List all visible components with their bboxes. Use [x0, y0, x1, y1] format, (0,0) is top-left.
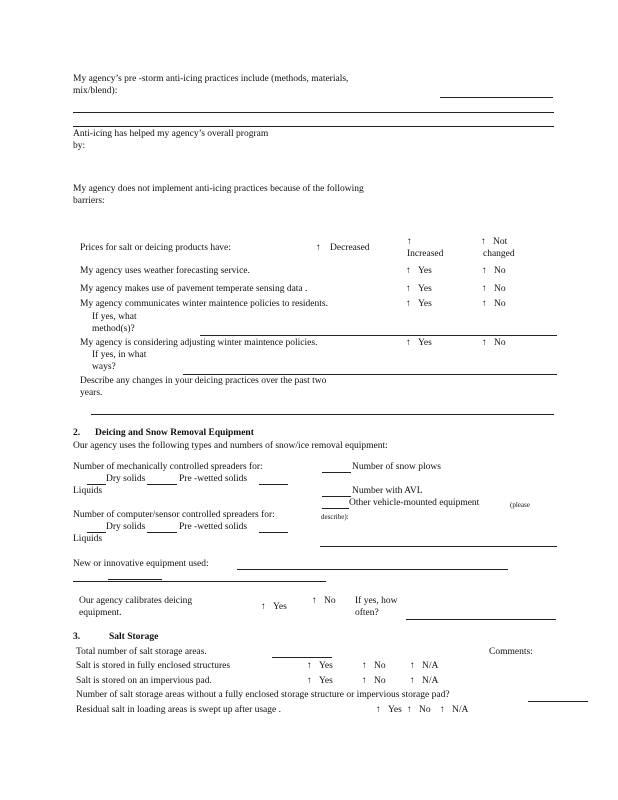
checkbox-enclosed-yes[interactable]: ↑ [307, 661, 312, 671]
snow-plows-blank[interactable] [322, 472, 351, 473]
avl-blank[interactable] [322, 496, 351, 497]
increased-label: Increased [407, 249, 444, 259]
pavement-question: My agency makes use of pavement temperate sensing data . [80, 284, 308, 294]
snow-plows-label: Number of snow plows [352, 462, 441, 472]
checkbox-considering-yes[interactable]: ↑ [406, 338, 411, 348]
areas-without-structure-question: Number of salt storage areas without a fully enclosed storage structure or impervious storage pad? [76, 690, 450, 700]
calibrates-yes-label: Yes [273, 602, 287, 612]
checkbox-residual-no[interactable]: ↑ [407, 705, 412, 715]
describe-changes-answer-line[interactable] [91, 414, 554, 415]
computer-pre-wetted-label: Pre -wetted solids [179, 522, 248, 532]
mech-pre-wetted-label: Pre -wetted solids [179, 474, 248, 484]
impervious-yes-label: Yes [319, 676, 333, 686]
please-describe-label-cont: describe): [321, 513, 349, 521]
if-yes-method-label: If yes, what [92, 312, 137, 322]
checkbox-enclosed-no[interactable]: ↑ [362, 661, 367, 671]
anti-icing-helped-question: Anti-icing has helped my agency’s overall program [73, 129, 269, 139]
calibrates-how-often-line[interactable] [406, 619, 556, 620]
calibrates-how-often-label-cont: often? [355, 608, 379, 618]
checkbox-enclosed-na[interactable]: ↑ [410, 661, 415, 671]
comments-label: Comments: [489, 647, 533, 657]
innovative-equipment-label: New or innovative equipment used: [73, 559, 209, 569]
areas-without-structure-blank[interactable] [528, 701, 588, 702]
not-implement-question-cont: barriers: [73, 196, 105, 206]
describe-changes-question-cont: years. [80, 388, 103, 398]
checkbox-calibrates-yes[interactable]: ↑ [261, 602, 266, 612]
checkbox-communicates-yes[interactable]: ↑ [406, 299, 411, 309]
considering-yes-label: Yes [418, 338, 432, 348]
considering-no-label: No [494, 338, 506, 348]
mech-liquids-label: Liquids [73, 486, 103, 496]
checkbox-not-changed[interactable]: ↑ [481, 237, 486, 247]
checkbox-increased[interactable]: ↑ [407, 237, 412, 247]
impervious-na-label: N/A [422, 676, 439, 686]
please-describe-label: (please [510, 501, 530, 509]
if-yes-method-label-cont: method(s)? [92, 324, 135, 334]
checkbox-impervious-yes[interactable]: ↑ [307, 676, 312, 686]
calibrates-question: Our agency calibrates deicing [79, 596, 193, 606]
residual-salt-question: Residual salt in loading areas is swept up after usage . [76, 705, 281, 715]
mech-pre-wetted-trailing-blank[interactable] [259, 484, 288, 485]
other-vehicle-blank[interactable] [322, 508, 349, 509]
weather-yes-label: Yes [418, 266, 432, 276]
pavement-no-label: No [494, 284, 506, 294]
if-yes-ways-label-cont: ways? [92, 362, 116, 372]
computer-liquids-label: Liquids [73, 534, 103, 544]
communicates-no-label: No [494, 299, 506, 309]
communicates-yes-label: Yes [418, 299, 432, 309]
impervious-no-label: No [374, 676, 386, 686]
checkbox-pavement-yes[interactable]: ↑ [406, 284, 411, 294]
mechanical-spreaders-label: Number of mechanically controlled spreaders for: [73, 462, 263, 472]
innovative-equipment-line-3[interactable] [108, 579, 162, 580]
avl-label: Number with AVL [352, 486, 423, 496]
checkbox-calibrates-no[interactable]: ↑ [312, 596, 317, 606]
computer-pre-wetted-trailing-blank[interactable] [259, 532, 288, 533]
section-3-title: Salt Storage [109, 632, 159, 642]
weather-question: My agency uses weather forecasting service. [80, 266, 250, 276]
residual-na-label: N/A [452, 705, 469, 715]
computer-dry-solids-label: Dry solids [106, 522, 146, 532]
checkbox-residual-yes[interactable]: ↑ [376, 705, 381, 715]
checkbox-considering-no[interactable]: ↑ [482, 338, 487, 348]
innovative-equipment-line-2[interactable] [73, 581, 326, 582]
not-changed-label-cont: changed [483, 249, 515, 259]
checkbox-impervious-no[interactable]: ↑ [362, 676, 367, 686]
if-yes-ways-label: If yes, in what [92, 350, 147, 360]
checkbox-impervious-na[interactable]: ↑ [410, 676, 415, 686]
not-changed-label: Not [493, 237, 508, 247]
enclosed-na-label: N/A [422, 661, 439, 671]
enclosed-no-label: No [374, 661, 386, 671]
not-implement-question: My agency does not implement anti-icing practices because of the following [73, 184, 364, 194]
describe-changes-question: Describe any changes in your deicing practices over the past two [80, 376, 327, 386]
pre-storm-answer-line-3[interactable] [73, 126, 554, 127]
pre-storm-answer-line[interactable] [440, 97, 553, 98]
ways-answer-line[interactable] [183, 374, 557, 375]
checkbox-communicates-no[interactable]: ↑ [482, 299, 487, 309]
enclosed-yes-label: Yes [319, 661, 333, 671]
section-3-number: 3. [73, 632, 81, 642]
anti-icing-helped-question-cont: by: [73, 141, 86, 151]
calibrates-no-label: No [324, 596, 336, 606]
pre-storm-question: My agency’s pre -storm anti-icing practices include (methods, materials, [73, 74, 349, 84]
computer-pre-wetted-blank[interactable] [147, 532, 177, 533]
checkbox-residual-na[interactable]: ↑ [440, 705, 445, 715]
total-storage-areas-blank[interactable] [272, 657, 332, 658]
equipment-intro: Our agency uses the following types and numbers of snow/ice removal equipment: [73, 441, 388, 451]
computer-dry-solids-blank[interactable] [87, 532, 106, 533]
computer-spreaders-label: Number of computer/sensor controlled spreaders for: [73, 510, 275, 520]
method-answer-line[interactable] [200, 335, 557, 336]
enclosed-structures-question: Salt is stored in fully enclosed structures [76, 661, 231, 671]
section-2-title: Deicing and Snow Removal Equipment [95, 428, 254, 438]
mech-pre-wetted-blank[interactable] [147, 484, 177, 485]
weather-no-label: No [494, 266, 506, 276]
checkbox-pavement-no[interactable]: ↑ [482, 284, 487, 294]
other-equipment-description-line[interactable] [320, 546, 557, 547]
section-2-number: 2. [73, 428, 81, 438]
innovative-equipment-line[interactable] [237, 569, 508, 570]
communicates-question: My agency communicates winter maintence policies to residents. [80, 299, 328, 309]
pavement-yes-label: Yes [418, 284, 432, 294]
total-storage-areas-label: Total number of salt storage areas. [76, 647, 207, 657]
checkbox-weather-no[interactable]: ↑ [482, 266, 487, 276]
mech-dry-solids-label: Dry solids [106, 474, 146, 484]
residual-no-label: No [419, 705, 431, 715]
prices-question: Prices for salt or deicing products have: [80, 243, 231, 253]
impervious-pad-question: Salt is stored on an impervious pad. [76, 676, 212, 686]
checkbox-decreased[interactable]: ↑ [316, 243, 321, 253]
residual-yes-label: Yes [388, 705, 402, 715]
pre-storm-question-cont: mix/blend): [73, 86, 118, 96]
calibrates-how-often-label: If yes, how [355, 596, 398, 606]
checkbox-weather-yes[interactable]: ↑ [406, 266, 411, 276]
considering-question: My agency is considering adjusting winter maintence policies. [80, 338, 318, 348]
decreased-label: Decreased [330, 243, 370, 253]
calibrates-question-cont: equipment. [79, 608, 122, 618]
other-vehicle-label: Other vehicle-mounted equipment [349, 498, 480, 508]
mech-dry-solids-blank[interactable] [87, 484, 106, 485]
pre-storm-answer-line-2[interactable] [73, 112, 554, 113]
